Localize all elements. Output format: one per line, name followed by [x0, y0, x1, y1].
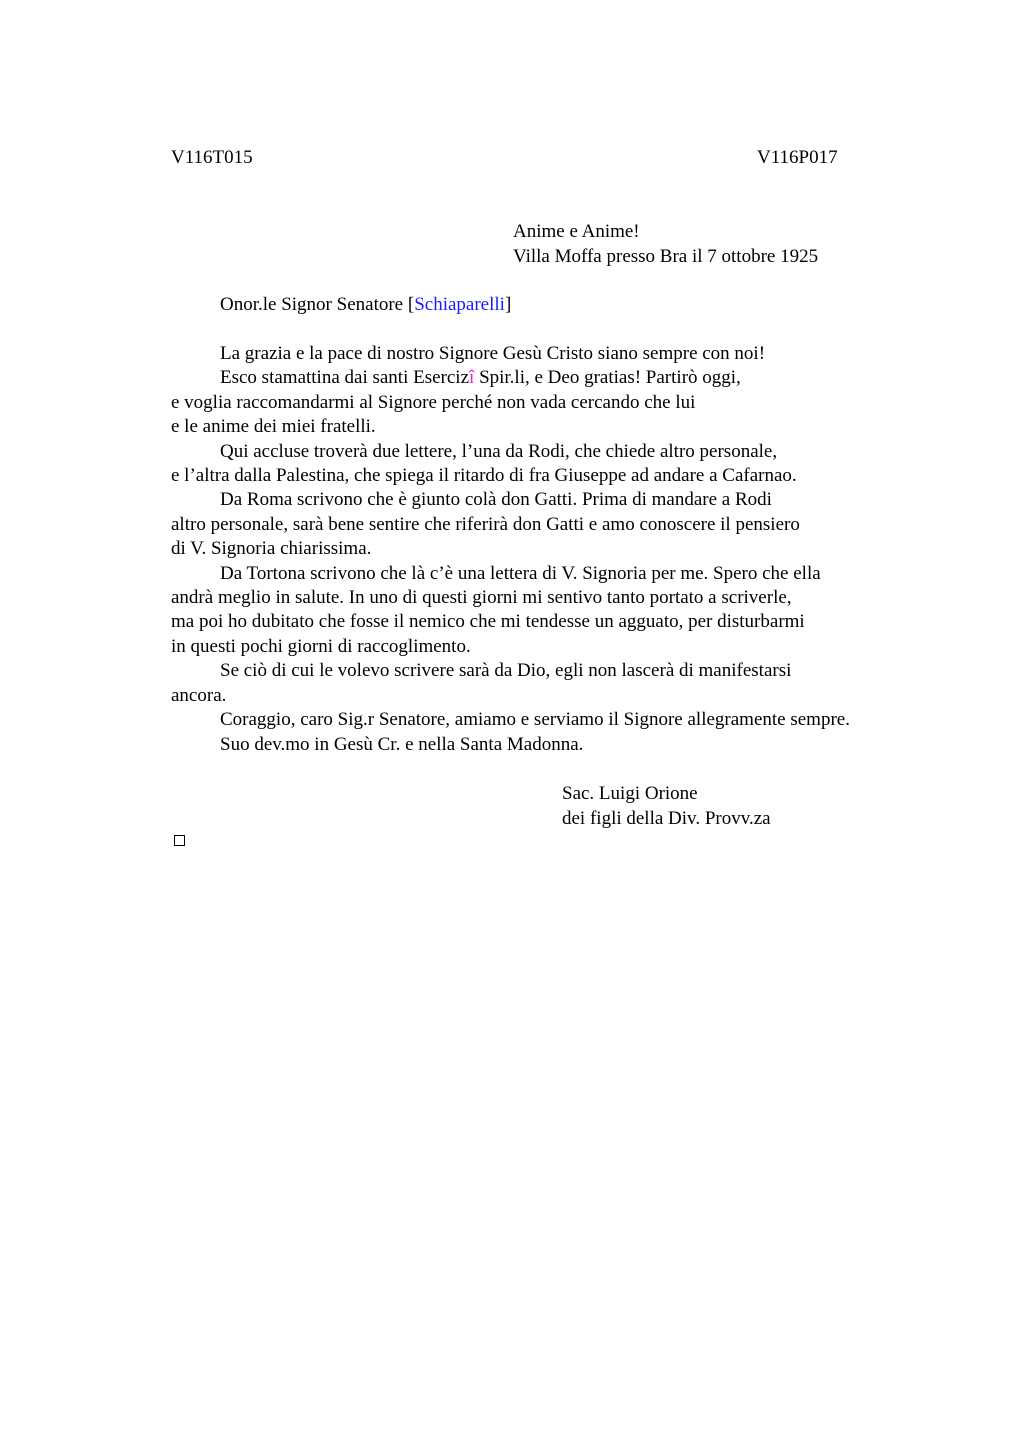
salutation-suffix: ] [504, 294, 512, 315]
paragraph-6: Se ciò di cui le volevo scrivere sarà da Dio, egli non lascerà di manifestarsi ancora. [171, 660, 792, 706]
recipient-name-link[interactable]: Schiaparelli [414, 294, 505, 315]
dateline [513, 220, 818, 269]
salutation [220, 293, 511, 317]
paragraph-5: Da Tortona scrivono che là c’è una lettera di V. Signoria per me. Spero che ella andrà meglio in salute. In uno di questi giorni mi sentivo tanto portato a scriverle, ma poi ho dubitato che fosse il nemico che mi tendesse un agguato, per disturbarmi in questi pochi giorni di raccoglimento. [171, 562, 821, 657]
paragraph-7: Coraggio, caro Sig.r Senatore, amiamo e serviamo il Signore allegramente sempre. [220, 709, 850, 731]
paragraph-2-start: Esco stamattina dai santi Eserciz [220, 367, 470, 389]
paragraph-3: Qui accluse troverà due lettere, l’una da Rodi, che chiede altro personale, e l’altra dalla Palestina, che spiega il ritardo di fra Giuseppe ad andare a Cafarnao. [171, 440, 797, 487]
paragraph-2-rest: Spir.li, e Deo gratias! Partirò oggi, e voglia raccomandarmi al Signore perché non vada cercando che lui e le anime dei miei fratelli. [171, 367, 741, 438]
highlighted-character: î [469, 367, 475, 389]
letter-body [171, 342, 911, 757]
signature [562, 782, 771, 831]
empty-square-icon [174, 835, 185, 846]
paragraph-8: Suo dev.mo in Gesù Cr. e nella Santa Madonna. [220, 733, 584, 755]
signer-name: Sac. Luigi Orione [562, 783, 698, 804]
paragraph-2 [171, 366, 911, 439]
salutation-prefix: Onor.le Signor Senatore [ [220, 294, 415, 315]
motto: Anime e Anime! [513, 221, 640, 242]
paragraph-4: Da Roma scrivono che è giunto colà don Gatti. Prima di mandare a Rodi altro personale, sarà bene sentire che riferirà don Gatti e amo conoscere il pensiero di V. Signoria chiarissima. [171, 489, 800, 560]
paragraph-1: La grazia e la pace di nostro Signore Gesù Cristo siano sempre con noi! [220, 343, 766, 364]
document-code-left: V116T015 [171, 147, 253, 168]
place-date: Villa Moffa presso Bra il 7 ottobre 1925 [513, 245, 819, 267]
document-code-right: V116P017 [757, 147, 838, 168]
signer-title: dei figli della Div. Provv.za [562, 807, 771, 829]
